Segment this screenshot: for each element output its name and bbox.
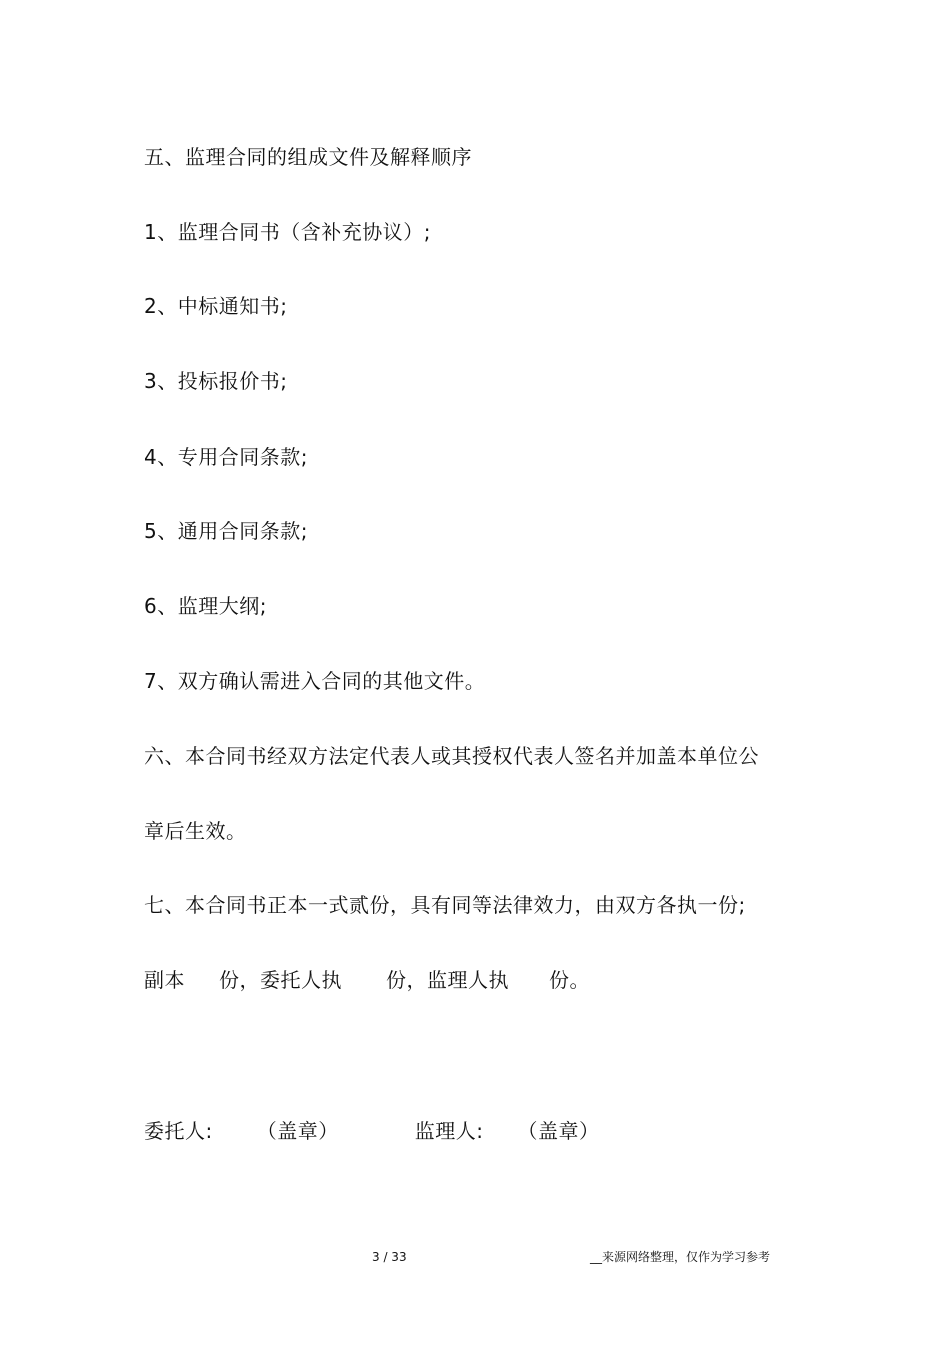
section-7-line-1: 七、本合同书正本一式贰份，具有同等法律效力，由双方各执一份;	[144, 893, 746, 917]
copies-line	[144, 966, 590, 994]
source-note: __来源网络整理，仅作为学习参考	[590, 1250, 771, 1264]
list-item-2: 2、中标通知书;	[144, 294, 288, 318]
list-item-5: 5、通用合同条款;	[144, 519, 308, 543]
list-item-1: 1、监理合同书（含补充协议）;	[144, 220, 431, 244]
supervisor-seal: （盖章）	[517, 1119, 600, 1143]
page-number: 3 / 33	[372, 1250, 407, 1264]
copies-unit-3: 份。	[549, 968, 590, 992]
signature-line	[144, 1117, 600, 1145]
copies-unit-1: 份，委托人执	[219, 968, 342, 992]
list-item-3: 3、投标报价书;	[144, 369, 288, 393]
client-seal: （盖章）	[256, 1119, 339, 1143]
section-6-line-1: 六、本合同书经双方法定代表人或其授权代表人签名并加盖本单位公	[144, 744, 759, 768]
list-item-4: 4、专用合同条款;	[144, 445, 308, 469]
section-6-line-2: 章后生效。	[144, 819, 247, 843]
section-5-title: 五、监理合同的组成文件及解释顺序	[144, 145, 472, 169]
list-item-7: 7、双方确认需进入合同的其他文件。	[144, 669, 486, 693]
client-label: 委托人:	[144, 1119, 213, 1143]
copies-unit-2: 份，监理人执	[386, 968, 509, 992]
supervisor-label: 监理人:	[414, 1119, 484, 1143]
list-item-6: 6、监理大纲;	[144, 594, 267, 618]
copy-label: 副本	[144, 968, 185, 992]
